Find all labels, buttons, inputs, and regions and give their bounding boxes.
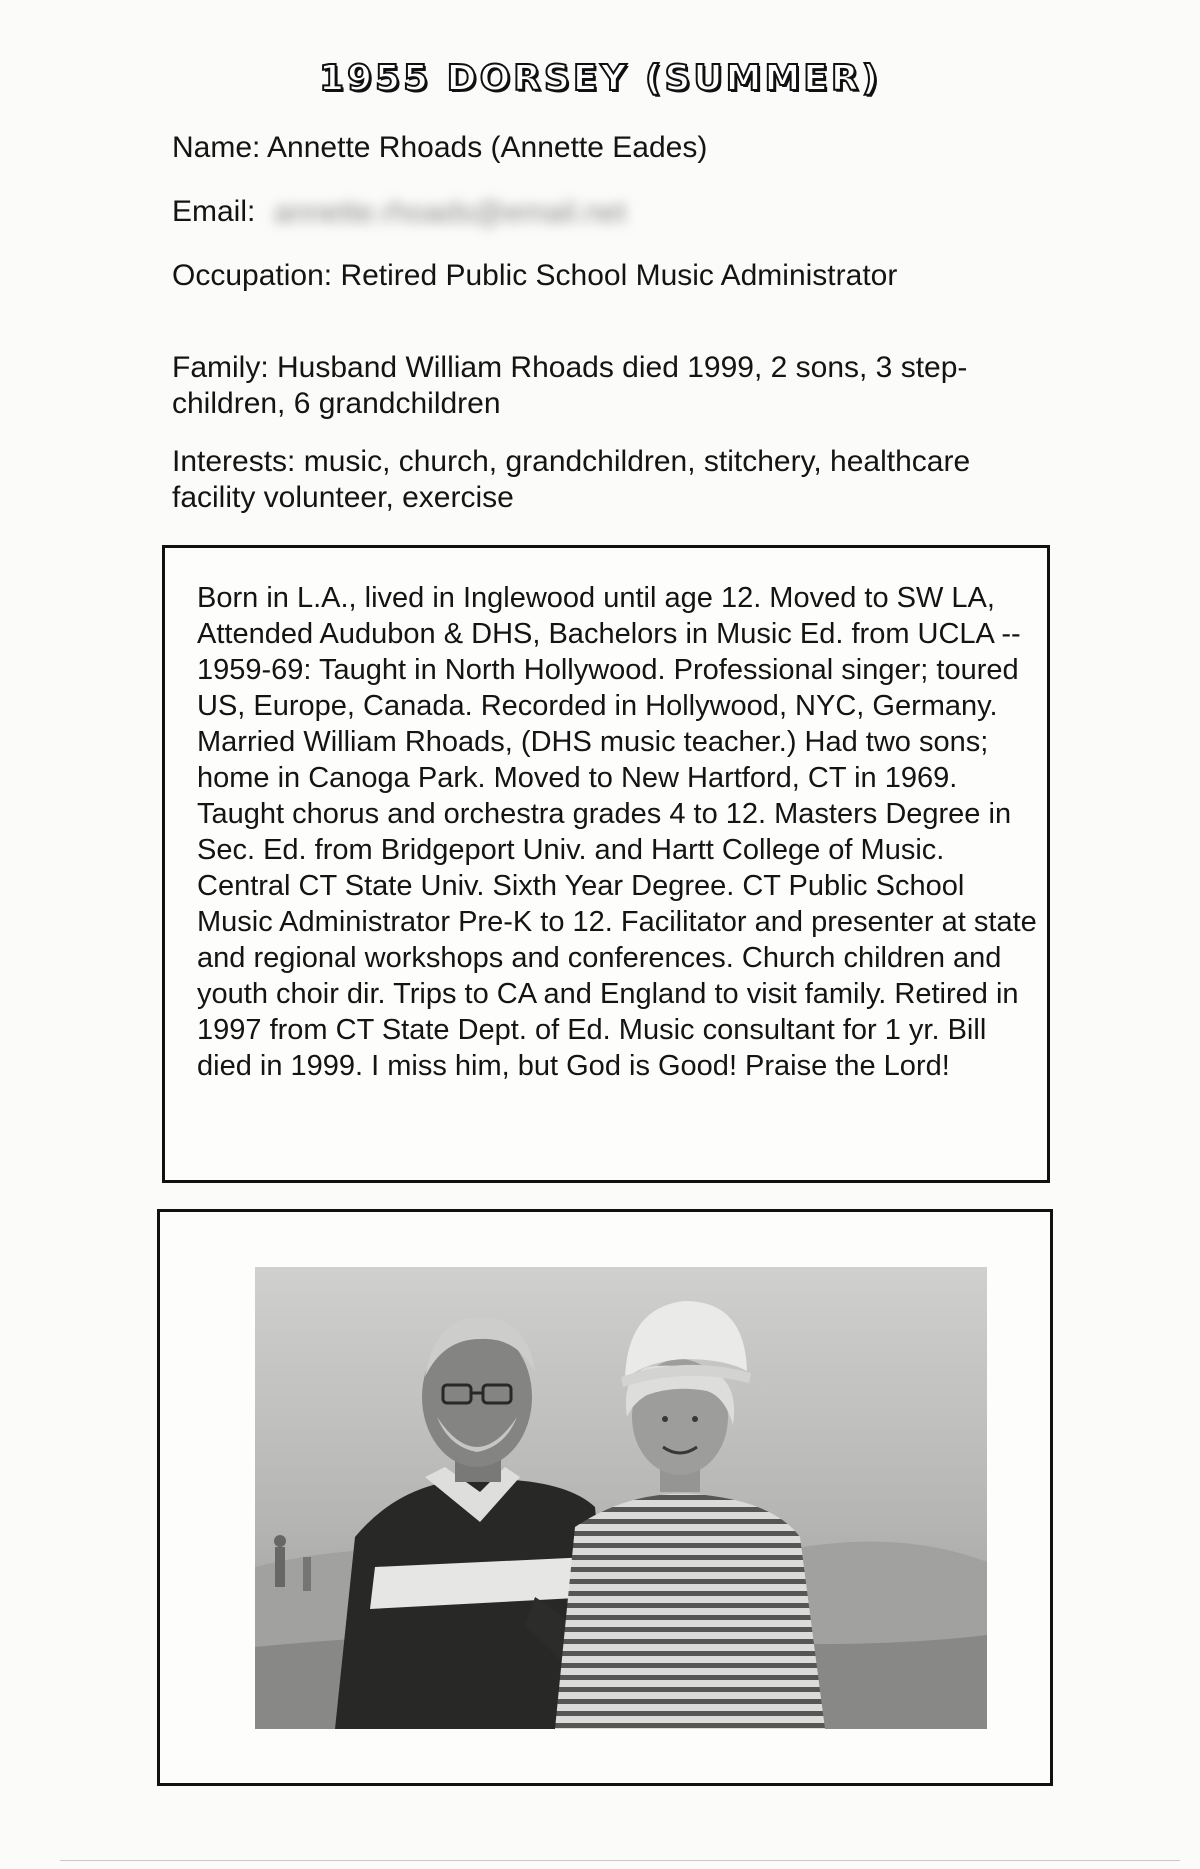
family-row xyxy=(172,350,1052,422)
email-label: Email: xyxy=(172,195,256,228)
bottom-rule xyxy=(60,1860,1180,1861)
email-row xyxy=(172,194,626,231)
page-title: 1955 DORSEY (SUMMER) xyxy=(318,58,882,99)
interests-label: Interests: xyxy=(172,445,296,478)
photo-frame xyxy=(157,1209,1053,1786)
family-value: Husband William Rhoads died 1999, 2 sons, 3 step-children, 6 grandchildren xyxy=(172,351,968,420)
family-label: Family: xyxy=(172,351,269,384)
bio-text: Born in L.A., lived in Inglewood until age 12. Moved to SW LA, Attended Audubon & DHS, Bachelors in Music Ed. from UCLA -- 1959-69: Taught in North Hollywood. Professional singer; toured US, Europe, Canada. Recorded in Hollywood, NYC, Germany. Married William Rhoads, (DHS music teacher.) Had two sons; home in Canoga Park. Moved to New Hartford, CT in 1969. Taught chorus and orchestra grades 4 to 12. Masters Degree in Sec. Ed. from Bridgeport Univ. and Hartt College of Music. Central CT State Univ. Sixth Year Degree. CT Public School Music Administrator Pre-K to 12. Facilitator and presenter at state and regional workshops and conferences. Church children and youth choir dir. Trips to CA and England to visit family. Retired in 1997 from CT State Dept. of Ed. Music consultant for 1 yr. Bill died in 1999. I miss him, but God is Good! Praise the Lord! xyxy=(197,582,1037,1082)
occupation-row xyxy=(172,258,897,294)
occupation-label: Occupation: xyxy=(172,259,333,292)
interests-row xyxy=(172,444,1052,516)
name-value: Annette Rhoads (Annette Eades) xyxy=(267,131,708,164)
photo-couple-icon xyxy=(255,1267,987,1729)
interests-value: music, church, grandchildren, stitchery, healthcare facility volunteer, exercise xyxy=(172,445,971,514)
name-row xyxy=(172,130,707,166)
occupation-value: Retired Public School Music Administrator xyxy=(340,259,898,292)
bio-box xyxy=(162,545,1050,1183)
email-value-redacted: annette.rhoads@email.net xyxy=(273,196,627,230)
name-label: Name: xyxy=(172,131,261,164)
